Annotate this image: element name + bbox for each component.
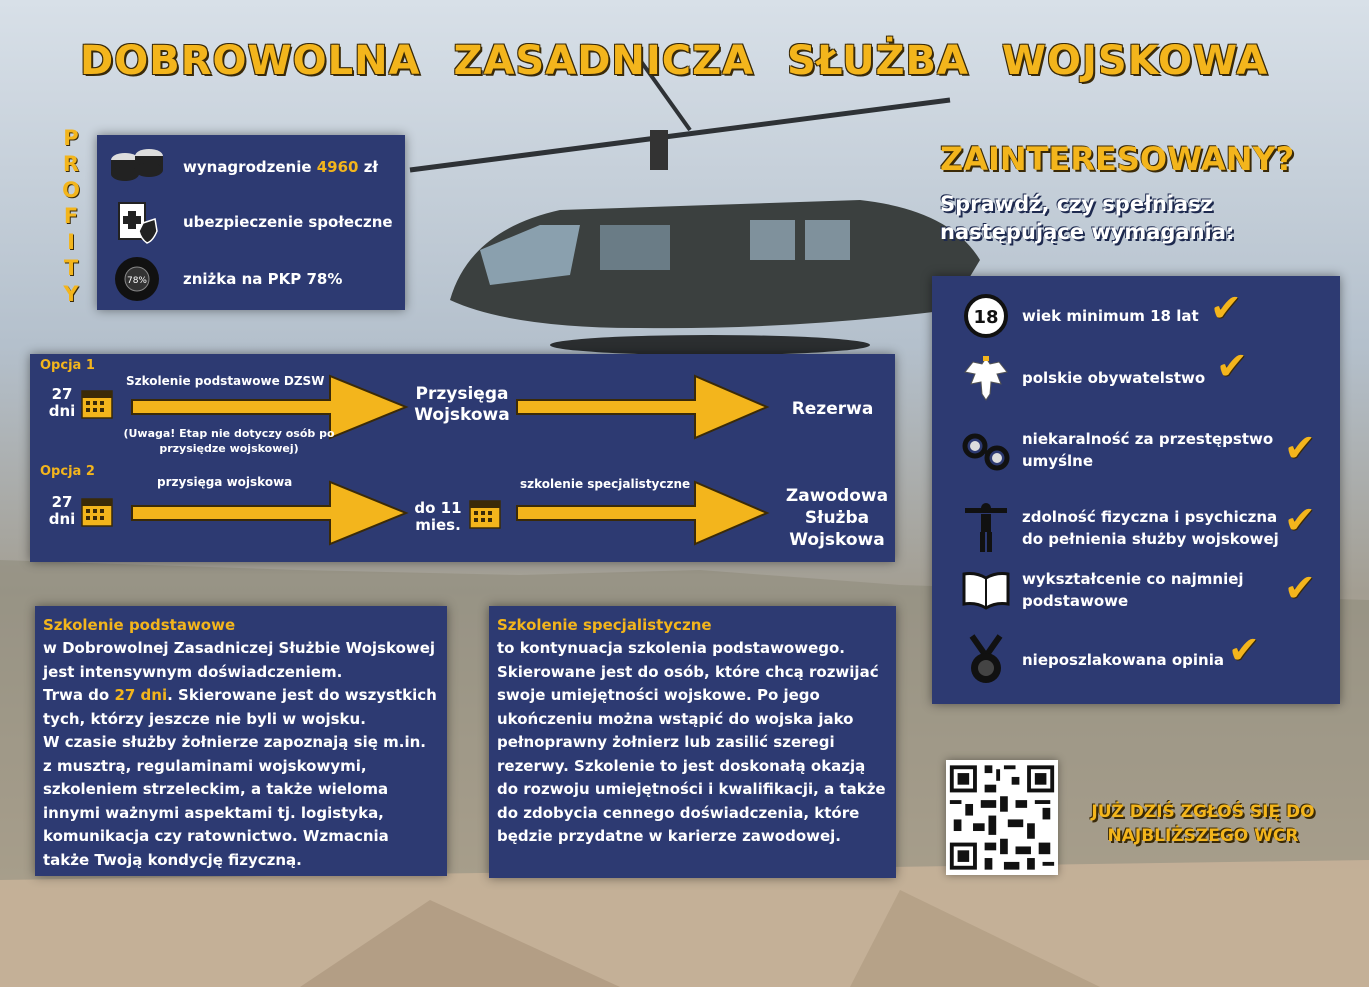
- option1-arrow2: [515, 372, 770, 442]
- option1-days-value: 27: [51, 385, 73, 403]
- profity-label: P R O F I T Y: [62, 126, 80, 306]
- requirement-age: [960, 292, 1199, 340]
- insurance-icon: [107, 199, 167, 245]
- basic-training-duration: 27 dni: [114, 686, 168, 704]
- check-icon: ✔: [1284, 566, 1316, 610]
- requirement-no-record: [960, 426, 1282, 474]
- interested-subheading: Sprawdź, czy spełniasz następujące wymagania:: [940, 192, 1235, 244]
- option1-days: [44, 386, 80, 420]
- option1-stage2: Rezerwa: [791, 399, 874, 419]
- page-title: DOBROWOLNA ZASADNICZA SŁUŻBA WOJSKOWA: [80, 38, 1269, 84]
- helicopter-image: [390, 60, 990, 380]
- calendar-icon: [80, 494, 114, 528]
- money-icon: [107, 144, 167, 190]
- calendar-icon: [468, 496, 502, 530]
- option2-days-value: 27: [51, 493, 73, 511]
- check-icon: ✔: [1216, 344, 1248, 388]
- option1-stage1: Przysięga Wojskowa: [414, 384, 510, 425]
- specialist-training-heading: Szkolenie specjalistyczne: [497, 616, 712, 634]
- requirement-citizenship: [960, 354, 1205, 402]
- qr-code[interactable]: [946, 760, 1058, 875]
- option2-label: Opcja 2: [40, 464, 95, 479]
- requirement-no-record-text: niekaralność za przestępstwo umyślne: [1022, 430, 1274, 470]
- benefit-pkp: [107, 255, 342, 303]
- pkp-badge: 78%: [126, 276, 148, 286]
- requirement-education: [960, 566, 1262, 614]
- option2-arrow2: [515, 478, 770, 548]
- polish-eagle-icon: [960, 354, 1012, 402]
- benefit-salary-text: wynagrodzenie: [183, 158, 317, 176]
- requirements-panel: [932, 276, 1340, 704]
- calendar-icon: [80, 386, 114, 420]
- basic-training-p1: w Dobrowolnej Zasadniczej Służbie Wojskowej jest intensywnym doświadczeniem.: [43, 639, 436, 681]
- option2-days-unit: dni: [48, 510, 76, 528]
- basic-training-heading: Szkolenie podstawowe: [43, 616, 236, 634]
- check-icon: ✔: [1228, 628, 1260, 672]
- specialist-training-panel: [489, 606, 896, 878]
- check-icon: ✔: [1284, 426, 1316, 470]
- check-icon: ✔: [1284, 498, 1316, 542]
- option1-days-unit: dni: [48, 402, 76, 420]
- requirement-reputation-text: nieposzlakowana opinia: [1022, 651, 1224, 669]
- basic-training-text: [43, 637, 439, 872]
- option2-months: [413, 500, 463, 534]
- train-discount-icon: [107, 256, 167, 302]
- age-badge: 18: [973, 307, 999, 328]
- medal-icon: [960, 636, 1012, 684]
- option2-arrow1: [130, 478, 410, 548]
- basic-training-panel: [35, 606, 447, 876]
- check-icon: ✔: [1210, 286, 1242, 330]
- requirement-fitness: [960, 504, 1284, 552]
- option1-step1-label: Szkolenie podstawowe DZSW: [126, 374, 325, 388]
- option1-label: Opcja 1: [40, 358, 95, 373]
- option2-stage2: Zawodowa Służba Wojskowa: [785, 486, 889, 550]
- cta-text: JUŻ DZIŚ ZGŁOŚ SIĘ DO NAJBLIŻSZEGO WCR: [1091, 802, 1315, 846]
- option2-step2-label: szkolenie specjalistyczne: [520, 477, 691, 491]
- requirement-age-text: wiek minimum 18 lat: [1022, 307, 1199, 325]
- requirement-fitness-text: zdolność fizyczna i psychiczna do pełnienia służby wojskowej: [1022, 508, 1279, 548]
- option2-months-value: do 11: [414, 499, 462, 517]
- salary-amount: 4960: [316, 158, 359, 176]
- basic-training-p3: W czasie służby żołnierze zapoznają się m.in. z musztrą, regulaminami wojskowymi, szkoleniem strzeleckim, a także wieloma innymi ważnymi aspektami tj. logistyka, komunikacja czy ratownictwo. Wzmacnia także Twoją kondycję fizyczną.: [43, 733, 426, 869]
- option1-note: (Uwaga! Etap nie dotyczy osób po przysiędze wojskowej): [123, 427, 335, 455]
- option2-months-unit: mies.: [415, 516, 461, 534]
- requirement-education-text: wykształcenie co najmniej podstawowe: [1022, 570, 1244, 610]
- fitness-icon: [960, 504, 1012, 552]
- handcuffs-icon: [960, 426, 1012, 474]
- specialist-training-text: to kontynuacja szkolenia podstawowego. Skierowane jest do osób, które chcą rozwijać swoje umiejętności wojskowe. Po jego ukończeniu można wstąpić do wojska jako pełnoprawny żołnierz lub zasilić szeregi rezerwy. Szkolenie to jest doskonałą okazją do rozwoju umiejętności i kwalifikacji, a także do zdobycia cennego doświadczenia, które będzie przydatne w karierze zawodowej.: [497, 639, 886, 845]
- benefits-panel: [97, 135, 405, 310]
- benefit-insurance: [107, 198, 393, 246]
- benefit-salary: [107, 143, 378, 191]
- basic-training-p2-post: . Skierowane jest do wszystkich tych, którzy jeszcze nie byli w wojsku.: [43, 686, 437, 728]
- option2-step1-label: przysięga wojskowa: [157, 475, 293, 489]
- option2-days: [44, 494, 80, 528]
- age-18-icon: [960, 292, 1012, 340]
- interested-heading: ZAINTERESOWANY?: [940, 140, 1295, 178]
- benefit-insurance-text: ubezpieczenie społeczne: [183, 213, 393, 231]
- book-icon: [960, 566, 1012, 614]
- requirement-reputation: [960, 636, 1224, 684]
- salary-currency: zł: [358, 158, 379, 176]
- requirement-citizenship-text: polskie obywatelstwo: [1022, 369, 1206, 387]
- benefit-pkp-text: zniżka na PKP 78%: [183, 270, 343, 288]
- basic-training-p2-pre: Trwa do: [43, 686, 115, 704]
- options-panel: [30, 354, 895, 562]
